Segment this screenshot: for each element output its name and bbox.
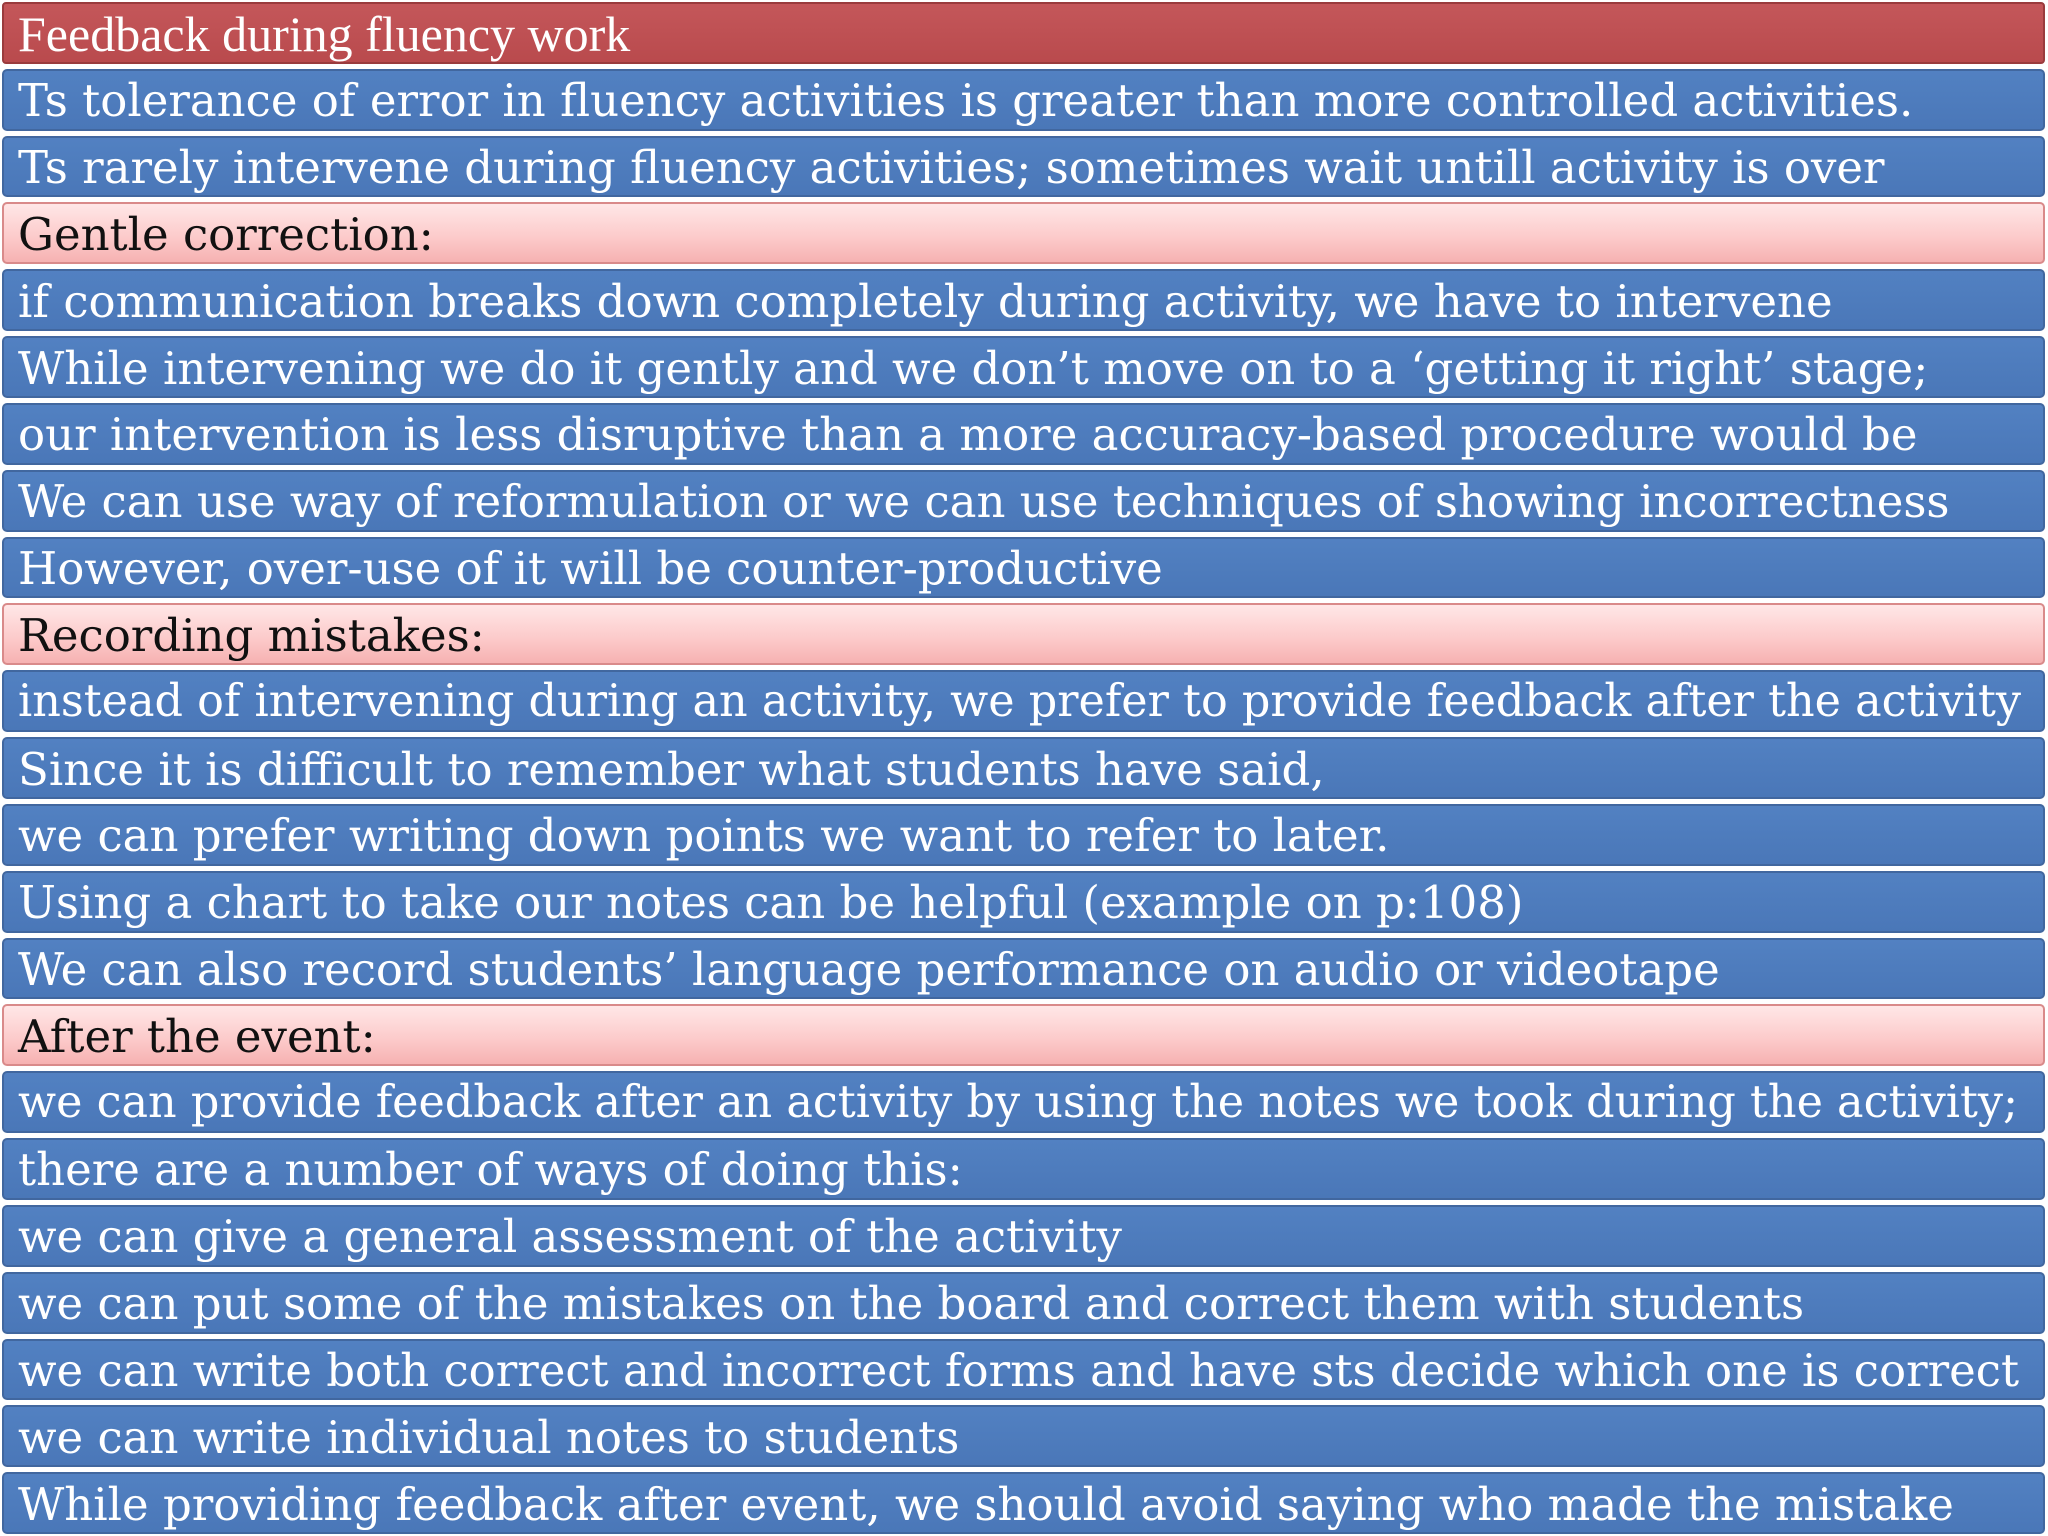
table-row bbox=[2, 1405, 2045, 1467]
row-text: we can prefer writing down points we want to refer to later. bbox=[18, 809, 1390, 863]
table-row bbox=[2, 737, 2045, 799]
row-text: we can write individual notes to students bbox=[18, 1410, 960, 1464]
row-text: Using a chart to take our notes can be helpful (example on p:108) bbox=[18, 876, 1524, 930]
row-text: Gentle correction: bbox=[18, 207, 434, 261]
table-row bbox=[2, 1071, 2045, 1133]
row-text: We can use way of reformulation or we can use techniques of showing incorrectness bbox=[18, 475, 1950, 529]
table-title-row bbox=[2, 2, 2045, 64]
row-text: Since it is difficult to remember what students have said, bbox=[18, 742, 1325, 796]
row-text: Ts tolerance of error in fluency activities is greater than more controlled activities. bbox=[18, 74, 1914, 128]
row-text: instead of intervening during an activity, we prefer to provide feedback after the activity bbox=[18, 675, 2022, 727]
row-text: we can put some of the mistakes on the board and correct them with students bbox=[18, 1277, 1805, 1331]
table-row bbox=[2, 1205, 2045, 1267]
row-text: Feedback during fluency work bbox=[18, 5, 631, 62]
table-row bbox=[2, 470, 2045, 532]
row-text: our intervention is less disruptive than a more accuracy-based procedure would be bbox=[18, 408, 1918, 462]
row-text: After the event: bbox=[18, 1009, 376, 1063]
table-row bbox=[2, 938, 2045, 1000]
row-text: Ts rarely intervene during fluency activities; sometimes wait untill activity is over bbox=[18, 141, 1885, 195]
table-row bbox=[2, 537, 2045, 599]
table-row bbox=[2, 1138, 2045, 1200]
table-row bbox=[2, 69, 2045, 131]
row-text: there are a number of ways of doing this: bbox=[18, 1143, 963, 1197]
table-row bbox=[2, 1272, 2045, 1334]
table-row bbox=[2, 871, 2045, 933]
row-text: Recording mistakes: bbox=[18, 608, 485, 662]
table-row bbox=[2, 1472, 2045, 1534]
row-text: if communication breaks down completely during activity, we have to intervene bbox=[18, 274, 1833, 328]
table-row bbox=[2, 269, 2045, 331]
row-text: we can give a general assessment of the activity bbox=[18, 1210, 1122, 1264]
section-heading-gentle-correction bbox=[2, 202, 2045, 264]
table-row bbox=[2, 403, 2045, 465]
row-text: we can provide feedback after an activity by using the notes we took during the activity; bbox=[18, 1076, 2019, 1128]
table-row bbox=[2, 670, 2045, 732]
table-row bbox=[2, 804, 2045, 866]
row-text: we can write both correct and incorrect forms and have sts decide which one is correct bbox=[18, 1343, 2020, 1397]
section-heading-after-the-event bbox=[2, 1004, 2045, 1066]
table-row bbox=[2, 336, 2045, 398]
table-row bbox=[2, 1339, 2045, 1401]
row-text: While intervening we do it gently and we don’t move on to a ‘getting it right’ stage; bbox=[18, 341, 1929, 395]
section-heading-recording-mistakes bbox=[2, 603, 2045, 665]
table-row bbox=[2, 136, 2045, 198]
row-text: However, over-use of it will be counter-productive bbox=[18, 542, 1163, 596]
row-text: We can also record students’ language performance on audio or videotape bbox=[18, 943, 1720, 996]
row-text: While providing feedback after event, we should avoid saying who made the mistake bbox=[18, 1477, 1954, 1531]
